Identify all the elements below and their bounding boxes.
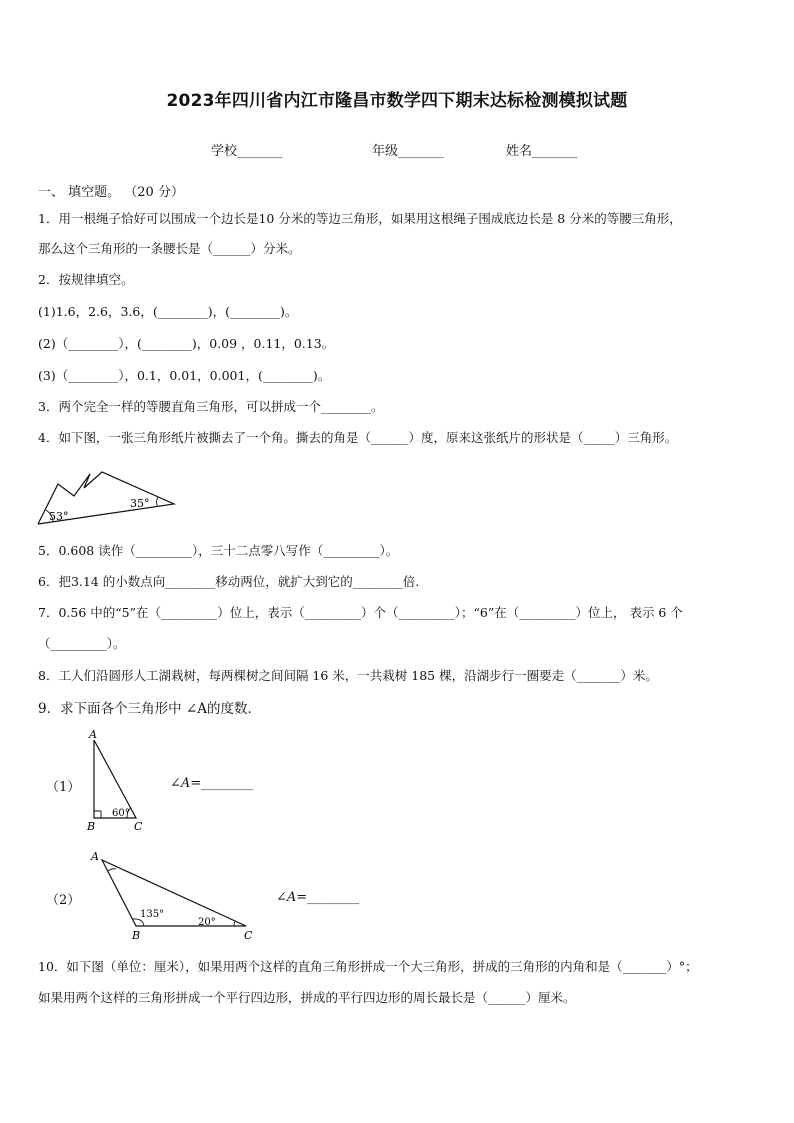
question-1-line-1: 1．用一根绳子恰好可以围成一个边长是10 分米的等边三角形，如果用这根绳子围成底边长是 8 分米的等腰三角形， bbox=[38, 211, 682, 226]
vertex-label-a: A bbox=[89, 728, 97, 741]
right-angle-mark bbox=[94, 811, 101, 818]
angle-arc-right bbox=[157, 497, 159, 507]
question-9-part-2-label: （2） bbox=[46, 893, 81, 908]
section-heading: 一、 填空题。 （20 分） bbox=[38, 185, 184, 200]
question-4: 4．如下图，一张三角形纸片被撕去了一个角。撕去的角是（______）度，原来这张纸片的形状是（_____）三角形。 bbox=[38, 430, 678, 445]
question-9: 9．求下面各个三角形中 ∠A的度数． bbox=[38, 701, 261, 717]
question-6: 6．把3.14 的小数点向________移动两位，就扩大到它的________倍. bbox=[38, 574, 420, 589]
question-10-line-2: 如果用两个这样的三角形拼成一个平行四边形，拼成的平行四边形的周长最长是（______）厘米。 bbox=[38, 990, 576, 1005]
question-7-line-1: 7．0.56 中的“5”在（_________）位上，表示（_________）个（_________）；“6”在（_________）位上， 表示 6 个 bbox=[38, 605, 683, 620]
question-9-part-1-answer[interactable]: ∠A=________ bbox=[170, 776, 254, 791]
angle-c-label: 20° bbox=[198, 917, 216, 928]
question-2-part-3: (3)（________），0.1，0.01，0.001，(________)。 bbox=[38, 368, 331, 383]
angle-a-arc bbox=[108, 869, 116, 871]
question-7-line-2: （_________）。 bbox=[38, 636, 126, 651]
vertex-label-a: A bbox=[91, 850, 99, 863]
school-field[interactable]: 学校_______ bbox=[211, 144, 283, 159]
question-5: 5．0.608 读作（_________），三十二点零八写作（_________）。 bbox=[38, 543, 399, 558]
angle-c-label: 60° bbox=[112, 808, 130, 819]
triangle-1-figure bbox=[84, 726, 156, 836]
angle-label-left: 53° bbox=[49, 510, 69, 523]
angle-b-label: 135° bbox=[140, 909, 165, 920]
angle-label-right: 35° bbox=[130, 497, 150, 510]
question-9-part-1-label: （1） bbox=[46, 780, 81, 795]
vertex-label-c: C bbox=[134, 820, 143, 833]
page-title: 2023年四川省内江市隆昌市数学四下期末达标检测模拟试题 bbox=[166, 91, 628, 111]
question-1-line-2: 那么这个三角形的一条腰长是（______）分米。 bbox=[38, 241, 301, 256]
triangle-1-outline bbox=[94, 740, 136, 818]
grade-field[interactable]: 年级_______ bbox=[372, 144, 444, 159]
question-2-part-2: (2)（________），(________)，0.09 ，0.11，0.13。 bbox=[38, 336, 335, 351]
vertex-label-b: B bbox=[87, 820, 96, 833]
question-3: 3．两个完全一样的等腰直角三角形，可以拼成一个________。 bbox=[38, 399, 384, 414]
question-2-part-1: (1)1.6，2.6，3.6，(________)，(________)。 bbox=[38, 304, 298, 319]
name-field[interactable]: 姓名_______ bbox=[506, 144, 578, 159]
torn-triangle-figure bbox=[34, 466, 180, 528]
triangle-2-outline bbox=[102, 860, 246, 926]
triangle-2-figure bbox=[88, 848, 260, 944]
vertex-label-b: B bbox=[132, 929, 141, 942]
question-8: 8．工人们沿圆形人工湖栽树，每两棵树之间间隔 16 米，一共栽树 185 棵，沿湖步行一圈要走（_______）米。 bbox=[38, 668, 658, 683]
question-2: 2．按规律填空。 bbox=[38, 272, 134, 287]
question-10-line-1: 10．如下图（单位：厘米），如果用两个这样的直角三角形拼成一个大三角形，拼成的三角形的内角和是（_______）°； bbox=[38, 959, 698, 974]
question-9-part-2-answer[interactable]: ∠A=________ bbox=[276, 890, 360, 905]
vertex-label-c: C bbox=[244, 929, 253, 942]
